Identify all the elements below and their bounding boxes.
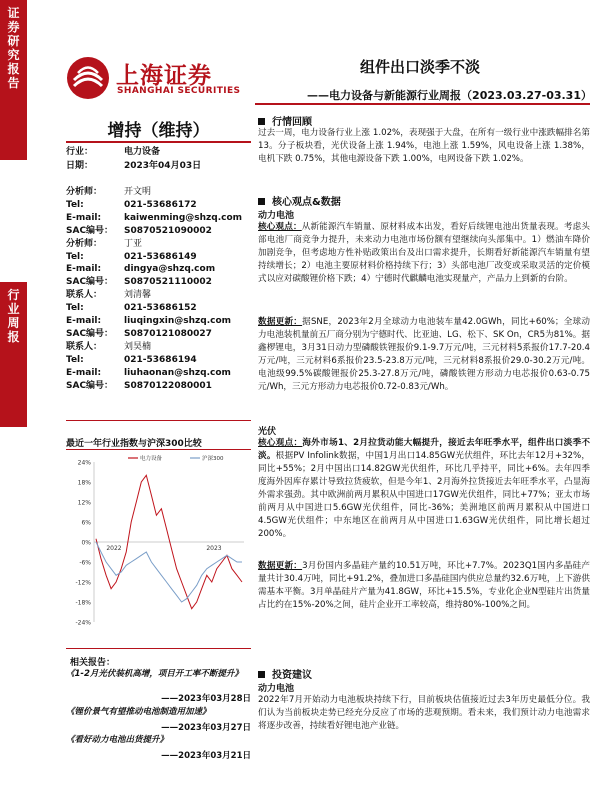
analyst-value: 刘清馨	[124, 290, 152, 301]
analyst-key: 联系人：	[66, 290, 103, 301]
analyst-key: 分析师：	[66, 238, 103, 249]
y-tick-label: 6%	[81, 519, 91, 527]
related-reports-divider	[66, 648, 251, 649]
analyst-value: 开文明	[124, 187, 152, 197]
pv-subheading: 光伏	[258, 427, 277, 437]
section-bullet-icon	[258, 118, 265, 125]
section-views-title: 核心观点&数据	[272, 197, 341, 208]
analyst-row[interactable]	[66, 212, 242, 224]
section-invest-heading	[258, 666, 312, 681]
related-report-item[interactable]: 《锂价景气有望推动电池制造用加速》	[66, 707, 211, 717]
battery-data-paragraph	[258, 316, 590, 394]
analyst-value: S0870121080027	[124, 328, 212, 339]
company-logo	[66, 56, 241, 100]
y-tick-label: 24%	[77, 459, 91, 467]
y-tick-label: -12%	[75, 579, 91, 587]
index-comparison-chart	[66, 452, 251, 637]
analyst-key: SAC编号：	[66, 277, 114, 288]
analyst-key: SAC编号：	[66, 328, 114, 339]
y-tick-label: 18%	[77, 479, 91, 487]
report-title: 组件出口淡季不淡	[359, 58, 480, 76]
analyst-row	[66, 302, 197, 314]
y-tick-label: 12%	[77, 499, 91, 507]
logo-name-cn: 上海证券	[116, 63, 212, 89]
battery-core-text: 从新能源汽车销量、原材料成本出发，看好后续锂电池出货量表现。考虑头部电池厂商竞争力提升，未来动力电池市场份额有望继续向头部集中。1）燃油车降价加剧竞争，但考虑地方性补贴政策出台及出口需求提升，长期看好新能源汽车销量有望持续增长；2）电池主要原材料价格持续下行；3）头部电池厂改变或采取灵活的定价模式以应对碳酸锂价格下跌；4）宁德时代麒麟电池实现量产，产品力上到新的台阶。	[258, 222, 590, 284]
pv-core-highlight: 海外市场1、2月拉货动能大幅提升，接近去年旺季水平，组件出口淡季不淡。	[258, 438, 590, 461]
invest-text: 2022年7月开始动力电池板块持续下行，目前板块估值接近过去3年历史最低分位。我们认为当前板块走势已经充分反应了市场的悲观预期。看未来，我们预计动力电池需求将逐步改善，持续看好锂电池产业链。	[258, 695, 590, 731]
analyst-row	[66, 186, 151, 198]
analyst-key: Tel:	[66, 199, 84, 210]
sidebar	[0, 0, 27, 800]
pv-data-label: 数据更新：	[258, 561, 303, 571]
analyst-row	[66, 199, 197, 211]
analyst-key: 分析师：	[66, 187, 103, 197]
logo-name-en: SHANGHAI SECURITIES	[117, 86, 241, 96]
meta-value: 2023年04月03日	[124, 161, 202, 171]
analyst-key: Tel:	[66, 303, 84, 314]
meta-date	[66, 160, 201, 172]
analyst-value: 021-53686149	[124, 251, 197, 262]
meta-industry	[66, 146, 160, 158]
analyst-row	[66, 289, 151, 301]
analyst-row[interactable]	[66, 367, 231, 379]
pv-core-text: 根据PV Infolink数据，中国1月出口14.85GW光伏组件，环比去年12月+32%，同比+55%；2月中国出口14.82GW光伏组件，环比几乎持平，同比+6%。去年四季度海外因库存累计导致拉货疲软，但是今年1、2月海外拉货接近去年旺季水平，凸显海外需求强劲。其中欧洲前两月累积从中国进口17GW光伏组件，同比+77%；亚太市场前两月从中国进口5.6GW光伏组件，同比-36%；美洲地区前两月累积从中国进口4.5GW光伏组件；中东地区在前两月从中国进口1.63GW光伏组件，同比增长超过200%。	[258, 451, 590, 539]
sidebar-category-label: 行业周报	[7, 288, 20, 344]
related-report-item[interactable]: 《看好动力电池出货提升》	[66, 735, 169, 745]
analyst-value: 021-53686172	[124, 199, 197, 210]
analyst-key: 联系人：	[66, 341, 103, 352]
section-views-heading	[258, 193, 341, 208]
analyst-row	[66, 328, 212, 340]
sidebar-report-label: 证券研究报告	[7, 6, 20, 90]
section-market-title: 行情回顾	[272, 117, 312, 128]
sidebar-category-tag	[0, 282, 27, 427]
analyst-key: E-mail:	[66, 316, 102, 326]
header-divider	[255, 103, 590, 105]
invest-subheading: 动力电池	[258, 684, 295, 694]
analyst-key: SAC编号：	[66, 225, 114, 236]
analyst-row	[66, 225, 212, 237]
pv-core-paragraph	[258, 437, 590, 541]
x-tick-label: 2022	[106, 545, 122, 552]
related-report-date: ——2023年03月21日	[161, 751, 251, 761]
analyst-row	[66, 276, 212, 288]
analyst-row[interactable]	[66, 315, 231, 327]
section-bullet-icon	[258, 198, 265, 205]
analyst-value: 丁亚	[124, 238, 143, 249]
chart-title: 最近一年行业指数与沪深300比较	[66, 439, 202, 449]
analyst-row	[66, 380, 212, 392]
analyst-row	[66, 238, 142, 250]
analyst-value: 刘昊楠	[124, 341, 152, 352]
analyst-key: SAC编号：	[66, 380, 114, 391]
analyst-key: E-mail:	[66, 212, 102, 223]
section-market-text: 过去一周，电力设备行业上涨 1.02%，表现强于大盘，在所有一级行业中涨跌幅排名第 13。分子板块看，光伏设备上涨 1.94%，电池上涨 1.59%，风电设备上涨 1.38%，电机下跌 0.75%，其他电源设备下跌 1.00%，电网设备下跌 1.02%。	[258, 128, 590, 164]
logo-mark-icon	[66, 56, 110, 100]
analyst-email-link[interactable]: dingya@shzq.com	[124, 264, 216, 275]
rating-divider	[66, 141, 251, 143]
analyst-key: E-mail:	[66, 367, 102, 378]
analyst-value: S0870521110002	[124, 277, 212, 288]
y-tick-label: -18%	[75, 599, 91, 607]
meta-value: 电力设备	[124, 147, 161, 157]
y-tick-label: -6%	[79, 559, 91, 567]
battery-subheading: 动力电池	[258, 211, 295, 221]
y-tick-label: 0%	[81, 539, 91, 547]
section-invest-title: 投资建议	[272, 670, 312, 681]
analyst-email-link[interactable]: liuhaonan@shzq.com	[124, 367, 231, 378]
battery-data-text: 据SNE，2023年2月全球动力电池装车量42.0GWh，同比+60%；全球动力电池装机量前五厂商分别为宁德时代、比亚迪、LG、松下、SK On，CR5为81%。据鑫椤锂电，3月31日动力型磷酸铁锂报价9.1-9.7万元/吨，三元材料5系报价17.7-20.4万元/吨，三元材料6系报价23.5-23.8万元/吨，三元材料8系报价29.0-30.2万元/吨。电池级99.5%碳酸锂报价25.3-27.8万元/吨，磷酸铁锂方形动力电芯报价0.63-0.75元/Wh，三元方形动力电芯报价0.72-0.83元/Wh。	[258, 317, 590, 392]
analyst-email-link[interactable]: liuqingxin@shzq.com	[124, 316, 232, 326]
x-tick-label: 2023	[206, 545, 222, 552]
battery-core-paragraph	[258, 221, 590, 286]
related-report-date: ——2023年03月28日	[161, 694, 251, 704]
analyst-row	[66, 341, 151, 353]
legend-label: 电力设备	[140, 456, 163, 462]
analyst-key: Tel:	[66, 354, 84, 365]
meta-key: 行业：	[66, 147, 94, 157]
sidebar-report-tag	[0, 0, 27, 160]
analyst-key: E-mail:	[66, 264, 102, 275]
section-bullet-icon	[258, 671, 265, 678]
analyst-key: Tel:	[66, 251, 84, 262]
analyst-row	[66, 251, 197, 263]
related-reports-title: 相关报告：	[70, 658, 116, 668]
analyst-row	[66, 354, 197, 366]
meta-key: 日期：	[66, 161, 94, 171]
pv-core-label: 核心观点：	[258, 438, 303, 448]
analyst-value: 021-53686194	[124, 354, 197, 365]
battery-data-label: 数据更新：	[258, 317, 303, 327]
battery-core-label: 核心观点：	[258, 222, 302, 232]
chart-title-divider	[66, 449, 251, 450]
pv-data-text: 3月份国内多晶硅产量约10.51万吨，环比+7.7%。2023Q1国内多晶硅产量共计30.4万吨，同比+91.2%，叠加进口多晶硅国内供应总量约32.6万吨，上下游供需基本平衡。3月单晶硅片产量为41.8GW，环比+15.5%，专业化企业N型硅片出货量占比约在15%-20%之间，硅片企业开工率较高，维持80%-100%之间。	[258, 561, 590, 610]
analyst-value: 021-53686152	[124, 303, 197, 314]
section-market-heading	[258, 113, 312, 128]
y-tick-label: -24%	[75, 619, 91, 627]
pv-data-paragraph	[258, 560, 590, 612]
related-report-item[interactable]: 《1-2月光伏装机高增，项目开工率不断提升》	[66, 669, 243, 679]
related-report-date: ——2023年03月27日	[161, 723, 251, 733]
analyst-row[interactable]	[66, 263, 215, 275]
legend-label: 沪深300	[202, 456, 224, 462]
rating: 增持（维持）	[107, 121, 210, 141]
analyst-value: S0870122080001	[124, 380, 212, 391]
report-subtitle: ——电力设备与新能源行业周报（2023.03.27-03.31）	[307, 89, 592, 102]
analyst-divider	[66, 420, 251, 421]
analyst-email-link[interactable]: kaiwenming@shzq.com	[124, 212, 243, 223]
analyst-value: S0870521090002	[124, 225, 212, 236]
